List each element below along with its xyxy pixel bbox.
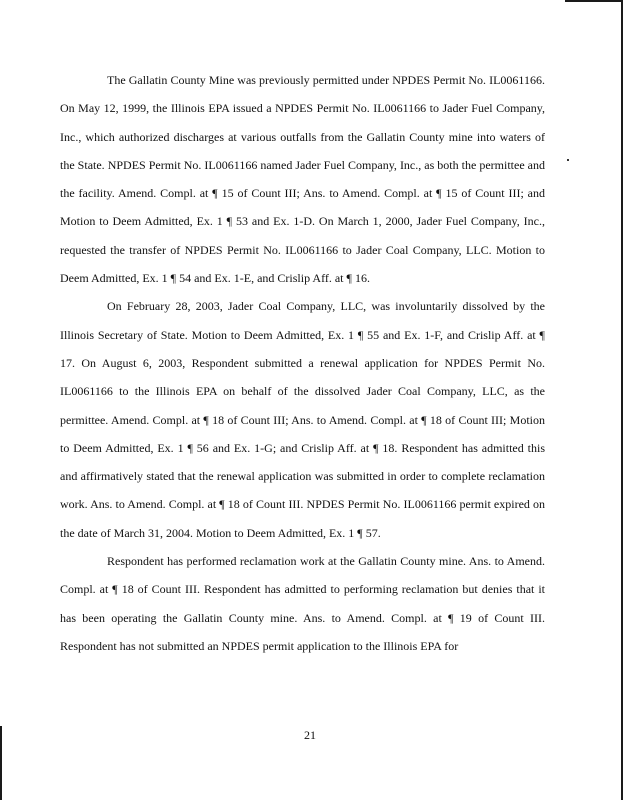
page-number: 21 bbox=[304, 728, 316, 742]
paragraph-reclamation-work: Respondent has performed reclamation work at the Gallatin County mine. Ans. to Amend. Compl. at ¶ 18 of Count III. Respondent has admitted to performing reclamation but denies that it has been operating the Gallatin County mine. Ans. to Amend. Compl. at ¶ 19 of Count III. Respondent has not submitted an NPDES permit application to the Illinois EPA for bbox=[60, 554, 545, 653]
scan-edge-top bbox=[565, 0, 623, 2]
paragraph-dissolution-renewal: On February 28, 2003, Jader Coal Company, LLC, was involuntarily dissolved by the Illinois Secretary of State. Motion to Deem Admitted, Ex. 1 ¶ 55 and Ex. 1-F, and Crislip Aff. at ¶ 17. On August 6, 2003, Respondent submitted a renewal application for NPDES Permit No. IL0061166 to the Illinois EPA on behalf of the dissolved Jader Coal Company, LLC, as the permittee. Amend. Compl. at ¶ 18 of Count III; Ans. to Amend. Compl. at ¶ 18 of Count III; Motion to Deem Admitted, Ex. 1 ¶ 56 and Ex. 1-G; and Crislip Aff. at ¶ 18. Respondent has admitted this and affirmatively stated that the renewal application was submitted in order to complete reclamation work. Ans. to Amend. Compl. at ¶ 18 of Count III. NPDES Permit No. IL0061166 permit expired on the date of March 31, 2004. Motion to Deem Admitted, Ex. 1 ¶ 57. bbox=[60, 299, 545, 540]
paragraph-gallatin-permit: The Gallatin County Mine was previously permitted under NPDES Permit No. IL0061166. On May 12, 1999, the Illinois EPA issued a NPDES Permit No. IL0061166 to Jader Fuel Company, Inc., which authorized discharges at various outfalls from the Gallatin County mine into waters of the State. NPDES Permit No. IL0061166 named Jader Fuel Company, Inc., as both the permittee and the facility. Amend. Compl. at ¶ 15 of Count III; Ans. to Amend. Compl. at ¶ 15 of Count III; and Motion to Deem Admitted, Ex. 1 ¶ 53 and Ex. 1-D. On March 1, 2000, Jader Fuel Company, Inc., requested the transfer of NPDES Permit No. IL0061166 to Jader Coal Company, LLC. Motion to Deem Admitted, Ex. 1 ¶ 54 and Ex. 1-E, and Crislip Aff. at ¶ 16. bbox=[60, 73, 545, 286]
body-text bbox=[60, 66, 545, 660]
scan-speck bbox=[567, 159, 569, 161]
